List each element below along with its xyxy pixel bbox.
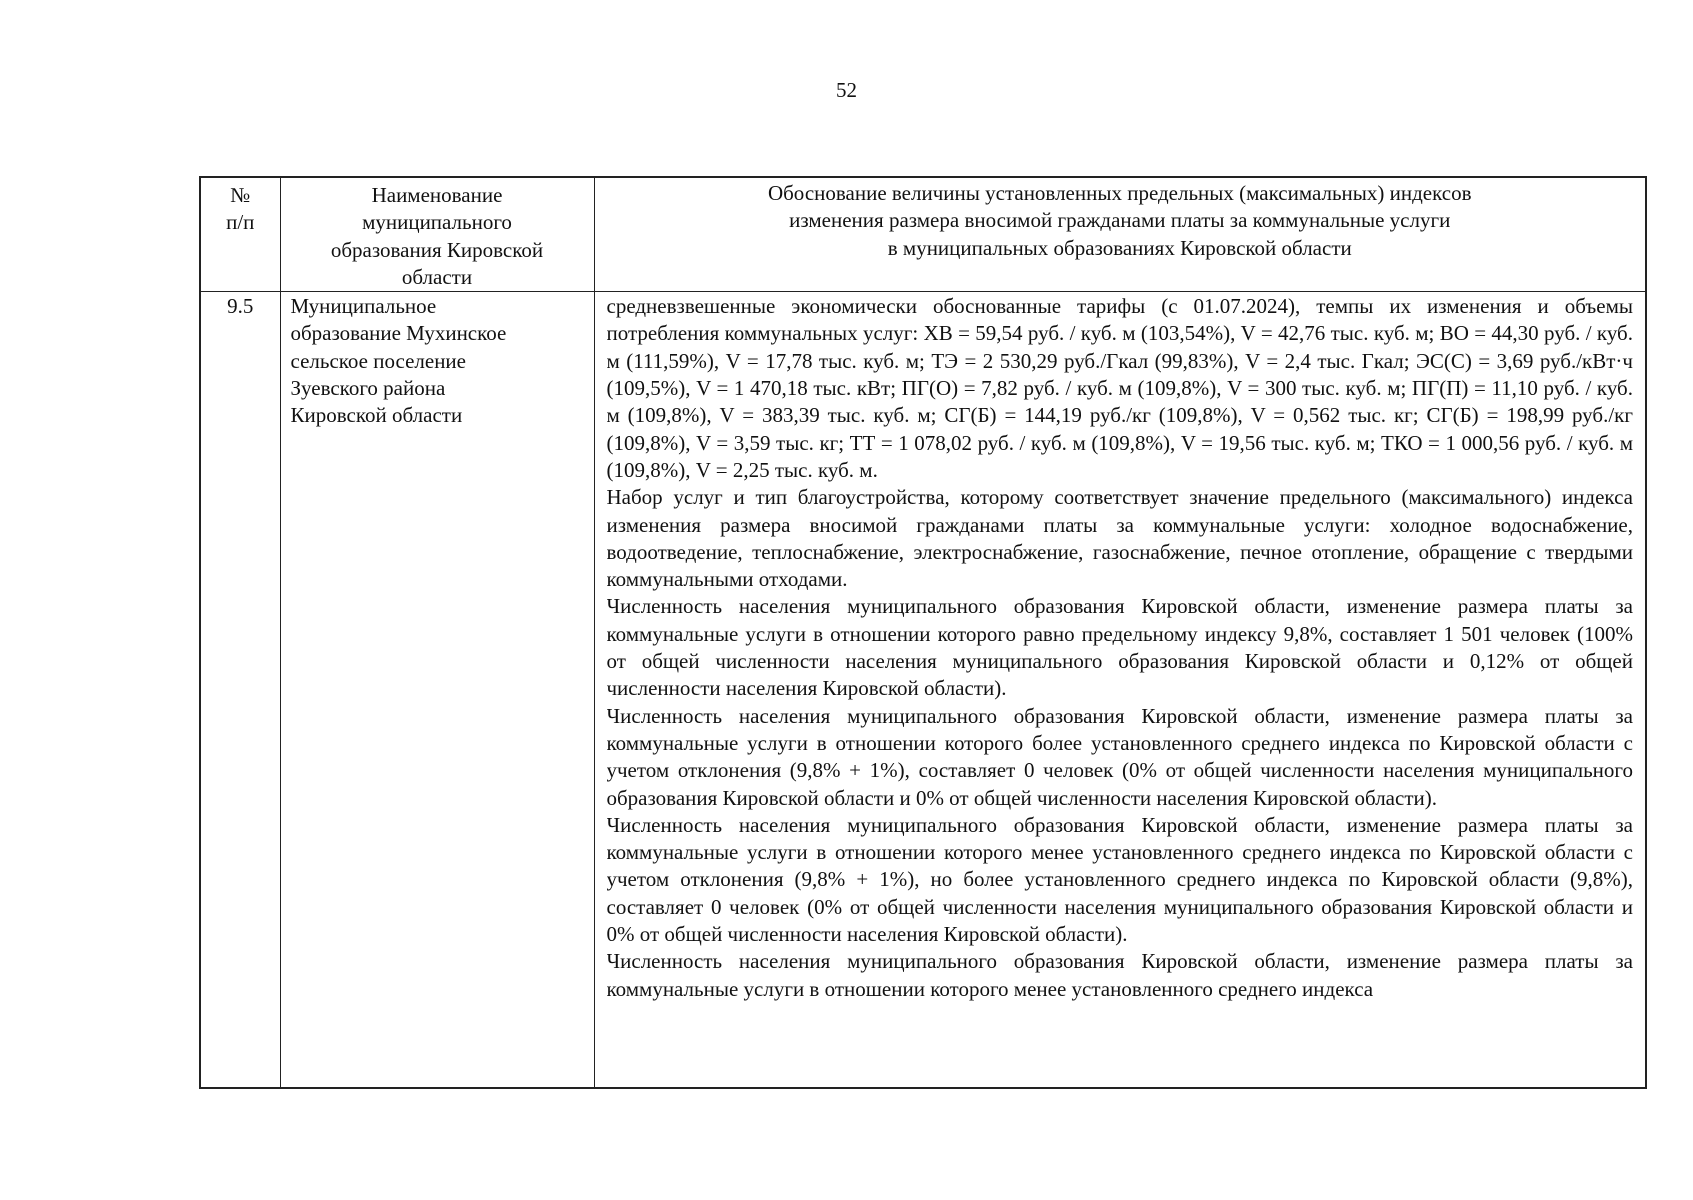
- name-line: сельское поселение: [290, 348, 466, 373]
- row-justification: [594, 292, 1646, 1089]
- name-line: Кировской области: [290, 403, 463, 428]
- header-name-line: области: [401, 264, 473, 289]
- paragraph-population-equal: Численность населения муниципального образования Кировской области, изменение размера платы за коммунальные услуги в отношении которого равно предельному индексу 9,8%, составляет 1 501 человек (100% от общей численности населения муниципального образования Кировской области и 0,12% от общей численности населения Кировской области).: [606, 594, 1633, 701]
- paragraph-services-set: Набор услуг и тип благоустройства, которому соответствует значение предельного (максимального) индекса изменения размера вносимой гражданами платы за коммунальные услуги: холодное водоснабжение, водоотведение, теплоснабжение, электроснабжение, газоснабжение, печное отопление, обращение с твердыми коммунальными отходами.: [606, 485, 1633, 592]
- header-name-line: образования Кировской: [330, 237, 544, 262]
- paragraph-population-below: Численность населения муниципального образования Кировской области, изменение размера платы за коммунальные услуги в отношении которого менее установленного среднего индекса: [606, 949, 1633, 1001]
- page-number: 52: [836, 78, 857, 102]
- paragraph-tariffs: средневзвешенные экономически обоснованные тарифы (с 01.07.2024), темпы их изменения и объемы потребления коммунальных услуг: ХВ = 59,54 руб. / куб. м (103,54%), V = 42,76 тыс. куб. м; ВО = 44,30 руб. / куб. м (111,59%), V = 17,78 тыс. куб. м; ТЭ = 2 530,29 руб./Гкал (99,83%), V = 2,4 тыс. Гкал; ЭС(С) = 3,69 руб./кВт·ч (109,5%), V = 1 470,18 тыс. кВт; ПГ(О) = 7,82 руб. / куб. м (109,8%), V = 300 тыс. куб. м; ПГ(П) = 11,10 руб. / куб. м (109,8%), V = 383,39 тыс. куб. м; СГ(Б) = 144,19 руб./кг (109,8%), V = 0,562 тыс. кг; СГ(Б) = 198,99 руб./кг (109,8%), V = 3,59 тыс. кг; ТТ = 1 078,02 руб. / куб. м (109,8%), V = 19,56 тыс. куб. м; ТКО = 1 000,56 руб. / куб. м (109,8%), V = 2,25 тыс. куб. м.: [606, 294, 1633, 482]
- header-justification-line: изменения размера вносимой гражданами платы за коммунальные услуги: [789, 208, 1451, 233]
- header-name-line: Наименование: [371, 183, 503, 207]
- header-number: [200, 177, 280, 292]
- header-name-line: муниципального: [362, 210, 512, 235]
- row-municipality-name: [280, 292, 594, 1089]
- row-number: 9.5: [200, 292, 280, 1089]
- header-municipality-name: [280, 177, 594, 292]
- name-line: Зуевского района: [290, 376, 446, 401]
- header-justification-line: Обоснование величины установленных предельных (максимальных) индексов: [767, 181, 1472, 205]
- paragraph-population-above: Численность населения муниципального образования Кировской области, изменение размера платы за коммунальные услуги в отношении которого более установленного среднего индекса по Кировской области с учетом отклонения (9,8% + 1%), составляет 0 человек (0% от общей численности населения муниципального образования Кировской области и 0% от общей численности населения Кировской области).: [606, 703, 1633, 810]
- justification-text: [607, 293, 1634, 1087]
- table-row: [200, 292, 1646, 1089]
- header-justification-line: в муниципальных образованиях Кировской области: [887, 235, 1352, 260]
- name-line: Муниципальное: [290, 294, 437, 319]
- paragraph-population-between: Численность населения муниципального образования Кировской области, изменение размера платы за коммунальные услуги в отношении которого менее установленного среднего индекса по Кировской области с учетом отклонения (9,8% + 1%), но более установленного среднего индекса по Кировской области (9,8%), составляет 0 человек (0% от общей численности населения муниципального образования Кировской области и 0% от общей численности населения Кировской области).: [606, 812, 1633, 947]
- table-header-row: [200, 177, 1646, 292]
- header-justification: [594, 177, 1646, 292]
- header-number-line: п/п: [226, 210, 255, 235]
- header-number-line: №: [230, 183, 251, 207]
- tariff-index-table: [199, 176, 1647, 1089]
- name-line: образование Мухинское: [290, 321, 507, 346]
